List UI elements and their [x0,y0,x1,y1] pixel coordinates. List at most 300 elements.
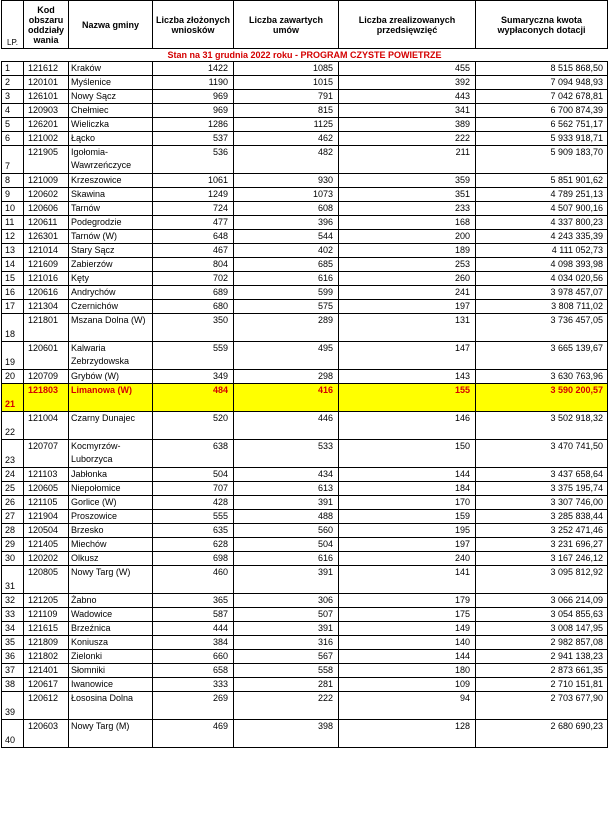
cell-completed: 168 [339,216,476,230]
cell-code: 121002 [24,132,69,146]
table-row [2,118,608,132]
cell-completed: 155 [339,384,476,412]
cell-applications: 365 [153,594,234,608]
table-row [2,650,608,664]
cell-contracts: 398 [234,720,339,748]
cell-amount: 6 562 751,17 [476,118,608,132]
cell-code: 121014 [24,244,69,258]
cell-completed: 392 [339,76,476,90]
cell-amount: 3 736 457,05 [476,314,608,342]
cell-applications: 635 [153,524,234,538]
cell-contracts: 482 [234,146,339,174]
cell-applications: 804 [153,258,234,272]
cell-lp: 12 [2,230,24,244]
cell-name: Myślenice [69,76,153,90]
cell-completed: 149 [339,622,476,636]
cell-name: Słomniki [69,664,153,678]
table-row [2,188,608,202]
table-row [2,370,608,384]
cell-contracts: 599 [234,286,339,300]
cell-name: Wadowice [69,608,153,622]
cell-completed: 150 [339,440,476,468]
cell-lp: 28 [2,524,24,538]
cell-amount: 3 590 200,57 [476,384,608,412]
cell-name: Brzesko [69,524,153,538]
cell-code: 121802 [24,650,69,664]
cell-lp: 36 [2,650,24,664]
cell-amount: 8 515 868,50 [476,62,608,76]
cell-applications: 559 [153,342,234,370]
cell-amount: 3 252 471,46 [476,524,608,538]
cell-lp: 25 [2,482,24,496]
cell-completed: 233 [339,202,476,216]
cell-name: Jabłonka [69,468,153,482]
table-row [2,496,608,510]
cell-contracts: 434 [234,468,339,482]
cell-applications: 477 [153,216,234,230]
cell-completed: 197 [339,300,476,314]
cell-amount: 2 873 661,35 [476,664,608,678]
cell-contracts: 608 [234,202,339,216]
cell-lp: 16 [2,286,24,300]
table-row [2,244,608,258]
cell-contracts: 495 [234,342,339,370]
table-row [2,342,608,370]
cell-completed: 211 [339,146,476,174]
cell-completed: 146 [339,412,476,440]
cell-completed: 222 [339,132,476,146]
cell-contracts: 488 [234,510,339,524]
table-row-highlighted [2,384,608,412]
cell-amount: 3 231 696,27 [476,538,608,552]
cell-name: Zabierzów [69,258,153,272]
cell-completed: 389 [339,118,476,132]
cell-code: 120903 [24,104,69,118]
cell-amount: 4 034 020,56 [476,272,608,286]
cell-lp: 22 [2,412,24,440]
cell-completed: 351 [339,188,476,202]
table-row [2,524,608,538]
cell-name: Mszana Dolna (W) [69,314,153,342]
cell-applications: 428 [153,496,234,510]
cell-name: Nowy Sącz [69,90,153,104]
cell-name: Gorlice (W) [69,496,153,510]
cell-contracts: 930 [234,174,339,188]
table-row [2,174,608,188]
cell-contracts: 298 [234,370,339,384]
cell-contracts: 616 [234,272,339,286]
cell-code: 120602 [24,188,69,202]
cell-name: Olkusz [69,552,153,566]
cell-amount: 5 933 918,71 [476,132,608,146]
cell-contracts: 446 [234,412,339,440]
cell-code: 120709 [24,370,69,384]
cell-amount: 3 095 812,92 [476,566,608,594]
cell-lp: 15 [2,272,24,286]
cell-code: 120617 [24,678,69,692]
cell-code: 126301 [24,230,69,244]
table-row [2,594,608,608]
cell-code: 120606 [24,202,69,216]
table-header [2,1,608,62]
cell-contracts: 402 [234,244,339,258]
cell-applications: 350 [153,314,234,342]
cell-lp: 11 [2,216,24,230]
cell-amount: 2 941 138,23 [476,650,608,664]
cell-amount: 5 851 901,62 [476,174,608,188]
table-row [2,62,608,76]
cell-completed: 143 [339,370,476,384]
cell-amount: 3 008 147,95 [476,622,608,636]
cell-amount: 3 054 855,63 [476,608,608,622]
cell-completed: 141 [339,566,476,594]
table-row [2,300,608,314]
cell-amount: 2 710 151,81 [476,678,608,692]
cell-applications: 648 [153,230,234,244]
table-row [2,538,608,552]
cell-code: 121103 [24,468,69,482]
cell-amount: 3 470 741,50 [476,440,608,468]
header-name: Nazwa gminy [69,1,153,49]
cell-completed: 128 [339,720,476,748]
table-row [2,202,608,216]
cell-lp: 29 [2,538,24,552]
cell-contracts: 558 [234,664,339,678]
cell-applications: 969 [153,104,234,118]
cell-code: 121904 [24,510,69,524]
cell-applications: 658 [153,664,234,678]
cell-applications: 698 [153,552,234,566]
cell-completed: 144 [339,650,476,664]
table-row [2,692,608,720]
cell-contracts: 685 [234,258,339,272]
cell-contracts: 222 [234,692,339,720]
cell-contracts: 791 [234,90,339,104]
table-row [2,76,608,90]
cell-applications: 484 [153,384,234,412]
cell-applications: 1249 [153,188,234,202]
cell-lp: 6 [2,132,24,146]
table-row [2,720,608,748]
cell-name: Miechów [69,538,153,552]
cell-completed: 94 [339,692,476,720]
cell-completed: 131 [339,314,476,342]
cell-lp: 35 [2,636,24,650]
cell-lp: 10 [2,202,24,216]
table-row [2,636,608,650]
cell-completed: 147 [339,342,476,370]
cell-code: 120603 [24,720,69,748]
cell-lp: 34 [2,622,24,636]
table-row [2,664,608,678]
cell-contracts: 391 [234,496,339,510]
cell-name: Chełmiec [69,104,153,118]
cell-name: Zielonki [69,650,153,664]
cell-lp: 30 [2,552,24,566]
cell-contracts: 1085 [234,62,339,76]
cell-contracts: 1015 [234,76,339,90]
cell-applications: 724 [153,202,234,216]
header-lp: LP. [2,1,24,49]
cell-name: Kalwaria Zebrzydowska [69,342,153,370]
cell-applications: 460 [153,566,234,594]
table-row [2,216,608,230]
cell-lp: 21 [2,384,24,412]
cell-lp: 18 [2,314,24,342]
table-row [2,230,608,244]
cell-code: 120616 [24,286,69,300]
cell-code: 126101 [24,90,69,104]
cell-applications: 1422 [153,62,234,76]
cell-contracts: 396 [234,216,339,230]
cell-code: 121105 [24,496,69,510]
cell-contracts: 613 [234,482,339,496]
cell-contracts: 391 [234,622,339,636]
cell-name: Tarnów [69,202,153,216]
cell-lp: 17 [2,300,24,314]
subsidy-table [1,0,608,748]
cell-lp: 37 [2,664,24,678]
cell-code: 120805 [24,566,69,594]
cell-lp: 38 [2,678,24,692]
cell-completed: 189 [339,244,476,258]
cell-contracts: 281 [234,678,339,692]
cell-amount: 5 909 183,70 [476,146,608,174]
cell-code: 121401 [24,664,69,678]
cell-applications: 707 [153,482,234,496]
cell-lp: 20 [2,370,24,384]
cell-contracts: 815 [234,104,339,118]
cell-applications: 537 [153,132,234,146]
cell-completed: 197 [339,538,476,552]
cell-completed: 260 [339,272,476,286]
cell-name: Iwanowice [69,678,153,692]
cell-lp: 14 [2,258,24,272]
cell-name: Koniusza [69,636,153,650]
cell-amount: 2 982 857,08 [476,636,608,650]
cell-lp: 24 [2,468,24,482]
cell-completed: 443 [339,90,476,104]
cell-lp: 8 [2,174,24,188]
cell-code: 120101 [24,76,69,90]
cell-applications: 628 [153,538,234,552]
cell-name: Grybów (W) [69,370,153,384]
cell-lp: 26 [2,496,24,510]
cell-applications: 1286 [153,118,234,132]
cell-amount: 3 285 838,44 [476,510,608,524]
cell-amount: 4 243 335,39 [476,230,608,244]
table-row [2,552,608,566]
cell-code: 121801 [24,314,69,342]
cell-lp: 33 [2,608,24,622]
cell-code: 121009 [24,174,69,188]
cell-contracts: 416 [234,384,339,412]
cell-name: Brzeźnica [69,622,153,636]
cell-name: Kęty [69,272,153,286]
cell-applications: 702 [153,272,234,286]
cell-name: Niepołomice [69,482,153,496]
cell-name: Nowy Targ (M) [69,720,153,748]
cell-name: Krzeszowice [69,174,153,188]
cell-lp: 2 [2,76,24,90]
cell-lp: 31 [2,566,24,594]
table-row [2,678,608,692]
cell-contracts: 306 [234,594,339,608]
header-contracts: Liczba zawartych umów [234,1,339,49]
header-amount: Sumaryczna kwota wypłaconych dotacji [476,1,608,49]
cell-applications: 555 [153,510,234,524]
cell-completed: 200 [339,230,476,244]
cell-lp: 3 [2,90,24,104]
cell-applications: 660 [153,650,234,664]
status-line: Stan na 31 grudnia 2022 roku - PROGRAM CZYSTE POWIETRZE [2,49,608,62]
table-row [2,90,608,104]
cell-lp: 39 [2,692,24,720]
cell-completed: 253 [339,258,476,272]
table-row [2,258,608,272]
cell-lp: 27 [2,510,24,524]
cell-applications: 444 [153,622,234,636]
cell-amount: 3 066 214,09 [476,594,608,608]
cell-contracts: 1125 [234,118,339,132]
cell-amount: 3 665 139,67 [476,342,608,370]
cell-contracts: 507 [234,608,339,622]
cell-lp: 7 [2,146,24,174]
table-row [2,566,608,594]
cell-completed: 159 [339,510,476,524]
table-row [2,132,608,146]
cell-completed: 341 [339,104,476,118]
cell-amount: 3 437 658,64 [476,468,608,482]
cell-contracts: 575 [234,300,339,314]
cell-code: 121905 [24,146,69,174]
cell-code: 121004 [24,412,69,440]
cell-contracts: 504 [234,538,339,552]
cell-code: 120611 [24,216,69,230]
cell-lp: 5 [2,118,24,132]
header-completed: Liczba zrealizowanych przedsięwzięć [339,1,476,49]
cell-applications: 349 [153,370,234,384]
cell-applications: 333 [153,678,234,692]
cell-name: Igołomia-Wawrzeńczyce [69,146,153,174]
cell-code: 121809 [24,636,69,650]
cell-amount: 7 042 678,81 [476,90,608,104]
cell-applications: 1190 [153,76,234,90]
table-row [2,482,608,496]
cell-contracts: 533 [234,440,339,468]
cell-code: 121615 [24,622,69,636]
cell-completed: 359 [339,174,476,188]
cell-name: Podegrodzie [69,216,153,230]
cell-name: Wieliczka [69,118,153,132]
cell-applications: 689 [153,286,234,300]
cell-amount: 3 978 457,07 [476,286,608,300]
cell-name: Andrychów [69,286,153,300]
cell-completed: 175 [339,608,476,622]
cell-applications: 269 [153,692,234,720]
cell-name: Tarnów (W) [69,230,153,244]
cell-completed: 455 [339,62,476,76]
cell-applications: 520 [153,412,234,440]
cell-code: 120605 [24,482,69,496]
cell-lp: 32 [2,594,24,608]
cell-applications: 469 [153,720,234,748]
cell-amount: 4 111 052,73 [476,244,608,258]
cell-code: 121803 [24,384,69,412]
cell-applications: 467 [153,244,234,258]
cell-code: 120601 [24,342,69,370]
cell-amount: 6 700 874,39 [476,104,608,118]
cell-amount: 3 167 246,12 [476,552,608,566]
cell-name: Kocmyrzów-Luborzyca [69,440,153,468]
cell-contracts: 391 [234,566,339,594]
cell-applications: 384 [153,636,234,650]
cell-amount: 4 098 393,98 [476,258,608,272]
cell-code: 121609 [24,258,69,272]
cell-amount: 3 307 746,00 [476,496,608,510]
cell-completed: 140 [339,636,476,650]
cell-lp: 4 [2,104,24,118]
cell-code: 121109 [24,608,69,622]
cell-code: 121405 [24,538,69,552]
table-row [2,510,608,524]
table-row [2,104,608,118]
cell-completed: 170 [339,496,476,510]
cell-code: 121205 [24,594,69,608]
header-code: Kod obszaru oddziały wania [24,1,69,49]
cell-name: Żabno [69,594,153,608]
cell-applications: 1061 [153,174,234,188]
cell-name: Kraków [69,62,153,76]
cell-name: Czarny Dunajec [69,412,153,440]
cell-lp: 13 [2,244,24,258]
cell-applications: 969 [153,90,234,104]
table-row [2,440,608,468]
cell-amount: 4 507 900,16 [476,202,608,216]
cell-amount: 7 094 948,93 [476,76,608,90]
cell-name: Limanowa (W) [69,384,153,412]
cell-amount: 3 502 918,32 [476,412,608,440]
cell-code: 121304 [24,300,69,314]
table-row [2,412,608,440]
cell-lp: 9 [2,188,24,202]
cell-amount: 3 375 195,74 [476,482,608,496]
cell-code: 120202 [24,552,69,566]
cell-amount: 2 703 677,90 [476,692,608,720]
cell-completed: 241 [339,286,476,300]
cell-lp: 1 [2,62,24,76]
cell-applications: 680 [153,300,234,314]
cell-completed: 109 [339,678,476,692]
cell-completed: 180 [339,664,476,678]
cell-contracts: 560 [234,524,339,538]
cell-code: 126201 [24,118,69,132]
cell-name: Czernichów [69,300,153,314]
table-row [2,468,608,482]
table-row [2,314,608,342]
cell-completed: 144 [339,468,476,482]
cell-code: 120612 [24,692,69,720]
cell-name: Łącko [69,132,153,146]
cell-amount: 3 630 763,96 [476,370,608,384]
cell-amount: 4 789 251,13 [476,188,608,202]
cell-amount: 4 337 800,23 [476,216,608,230]
cell-contracts: 462 [234,132,339,146]
cell-amount: 2 680 690,23 [476,720,608,748]
cell-lp: 19 [2,342,24,370]
cell-name: Skawina [69,188,153,202]
cell-contracts: 567 [234,650,339,664]
